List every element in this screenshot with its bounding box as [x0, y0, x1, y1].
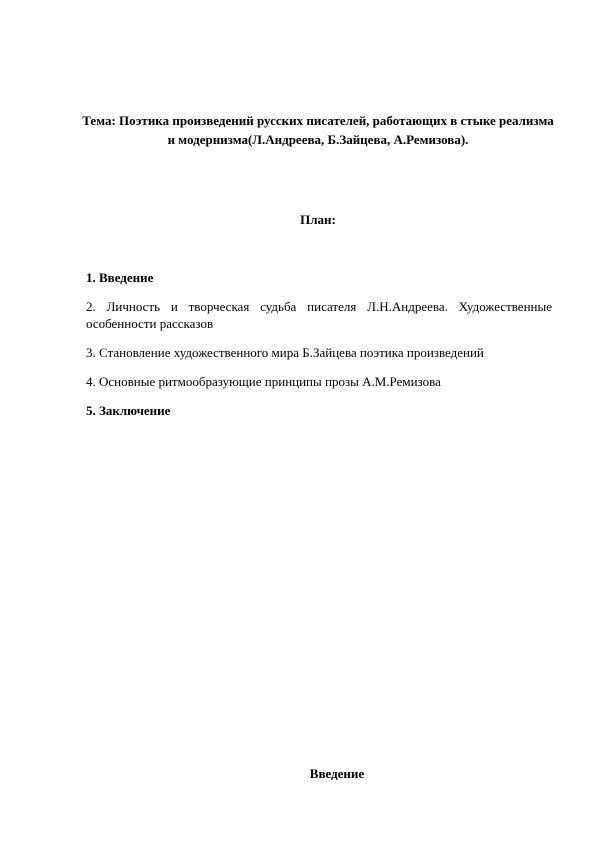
plan-item-remizov: 4. Основные ритмообразующие принципы прозы А.М.Ремизова — [86, 374, 441, 389]
plan-item-introduction: 1. Введение — [86, 270, 154, 285]
plan-item-conclusion: 5. Заключение — [86, 403, 171, 418]
plan-list — [86, 269, 552, 419]
introduction-heading: Введение — [309, 766, 365, 781]
plan-item-zaitsev: 3. Становление художественного мира Б.Зайцева поэтика произведений — [86, 345, 484, 360]
plan-item-andreev: 2. Личность и творческая судьба писателя Л.Н.Андреева. Художественные особенности рассказов — [86, 299, 552, 331]
plan-heading: План: — [300, 212, 336, 227]
document-topic: Тема: Поэтика произведений русских писателей, работающих в стыке реализма и модернизма(Л.Андреева, Б.Зайцева, А.Ремизова). — [82, 113, 554, 147]
